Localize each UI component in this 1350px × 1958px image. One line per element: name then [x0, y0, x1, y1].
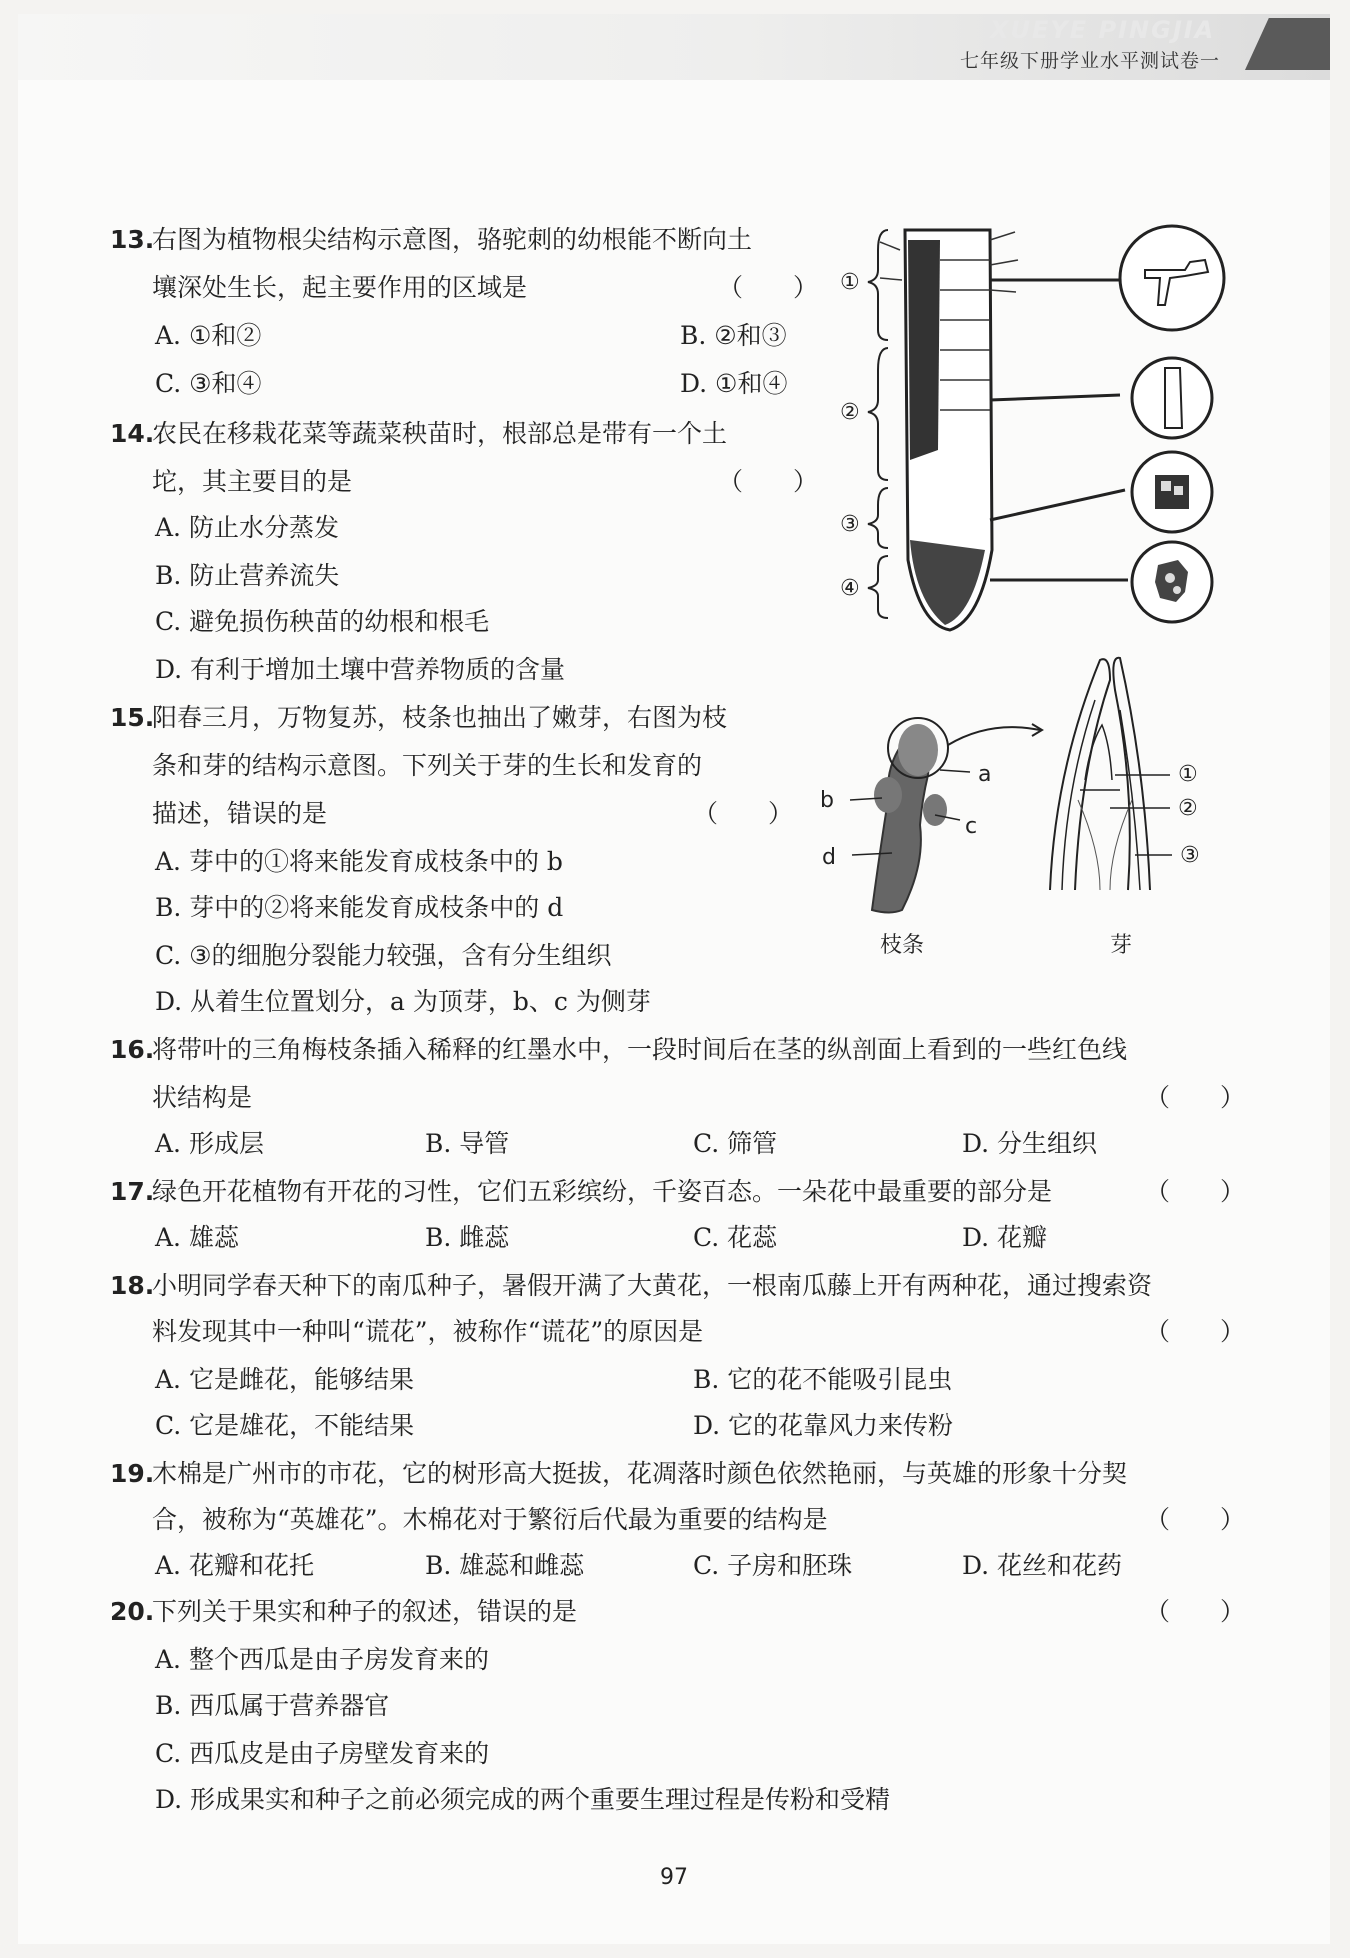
- question-19-option-b[interactable]: B. 雄蕊和雌蕊: [425, 1551, 585, 1580]
- question-19-line2: 合，被称为“英雄花”。木棉花对于繁衍后代最为重要的结构是: [152, 1505, 828, 1534]
- question-18-option-b[interactable]: B. 它的花不能吸引昆虫: [693, 1365, 953, 1394]
- question-17-option-d[interactable]: D. 花瓣: [962, 1223, 1048, 1252]
- question-14-option-c[interactable]: C. 避免损伤秧苗的幼根和根毛: [155, 607, 490, 636]
- question-18-option-d[interactable]: D. 它的花靠风力来传粉: [693, 1411, 954, 1440]
- question-20-line1: 20.下列关于果实和种子的叙述，错误的是: [110, 1597, 578, 1626]
- question-17-answer-paren[interactable]: （ ）: [1145, 1177, 1246, 1206]
- bud-label-1: ①: [1178, 762, 1198, 787]
- question-19-option-a[interactable]: A. 花瓣和花托: [155, 1551, 314, 1580]
- question-18-line2: 料发现其中一种叫“谎花”，被称作“谎花”的原因是: [152, 1317, 704, 1346]
- question-16-line1: 16.将带叶的三角梅枝条插入稀释的红墨水中，一段时间后在茎的纵剖面上看到的一些红色线: [110, 1035, 1128, 1064]
- question-13-option-a[interactable]: A. ①和②: [155, 321, 262, 350]
- question-13-option-d[interactable]: D. ①和④: [680, 369, 788, 398]
- question-15-line3: 描述，错误的是: [152, 799, 328, 828]
- question-20-answer-paren[interactable]: （ ）: [1145, 1597, 1246, 1626]
- question-15-option-b[interactable]: B. 芽中的②将来能发育成枝条中的 d: [155, 893, 564, 922]
- question-15-option-d[interactable]: D. 从着生位置划分，a 为顶芽，b、c 为侧芽: [155, 987, 651, 1016]
- question-14-line1: 14.农民在移栽花菜等蔬菜秧苗时，根部总是带有一个土: [110, 419, 728, 448]
- header-watermark: XUEYE PINGJIA: [990, 16, 1216, 44]
- question-17-option-a[interactable]: A. 雄蕊: [155, 1223, 239, 1252]
- bud-label-3: ③: [1180, 843, 1200, 868]
- question-20-option-d[interactable]: D. 形成果实和种子之前必须完成的两个重要生理过程是传粉和受精: [155, 1785, 891, 1814]
- question-17-option-c[interactable]: C. 花蕊: [693, 1223, 778, 1252]
- root-label-3: ③: [840, 512, 860, 537]
- question-20-option-c[interactable]: C. 西瓜皮是由子房壁发育来的: [155, 1739, 490, 1768]
- branch-bud-diagram: [810, 650, 1240, 970]
- root-tip-figure: [840, 220, 1240, 640]
- root-tip-diagram: [840, 220, 1240, 640]
- question-19-option-d[interactable]: D. 花丝和花药: [962, 1551, 1123, 1580]
- question-16-option-c[interactable]: C. 筛管: [693, 1129, 778, 1158]
- question-17-line1: 17.绿色开花植物有开花的习性，它们五彩缤纷，千姿百态。一朵花中最重要的部分是: [110, 1177, 1053, 1206]
- bud-label-2: ②: [1178, 796, 1198, 821]
- branch-label-d: d: [822, 845, 836, 870]
- question-16-answer-paren[interactable]: （ ）: [1145, 1083, 1246, 1112]
- question-17-option-b[interactable]: B. 雌蕊: [425, 1223, 510, 1252]
- branch-caption: 枝条: [880, 933, 925, 958]
- question-15-line2: 条和芽的结构示意图。下列关于芽的生长和发育的: [152, 751, 703, 780]
- question-13-option-c[interactable]: C. ③和④: [155, 369, 262, 398]
- question-15-line1: 15.阳春三月，万物复苏，枝条也抽出了嫩芽，右图为枝: [110, 703, 728, 732]
- bud-caption: 芽: [1110, 933, 1133, 958]
- branch-label-b: b: [820, 788, 834, 813]
- question-16-option-a[interactable]: A. 形成层: [155, 1129, 264, 1158]
- question-14-option-a[interactable]: A. 防止水分蒸发: [155, 513, 339, 542]
- question-13-line1: 13.右图为植物根尖结构示意图，骆驼刺的幼根能不断向土: [110, 225, 753, 254]
- question-18-line1: 18.小明同学春天种下的南瓜种子，暑假开满了大黄花，一根南瓜藤上开有两种花，通过搜索资: [110, 1271, 1153, 1300]
- question-15-option-c[interactable]: C. ③的细胞分裂能力较强，含有分生组织: [155, 941, 612, 970]
- question-18-option-c[interactable]: C. 它是雄花，不能结果: [155, 1411, 415, 1440]
- question-15-answer-paren[interactable]: （ ）: [693, 799, 794, 828]
- question-14-line2: 坨，其主要目的是: [152, 467, 353, 496]
- question-18-option-a[interactable]: A. 它是雌花，能够结果: [155, 1365, 414, 1394]
- branch-label-a: a: [978, 762, 992, 787]
- question-14-answer-paren[interactable]: （ ）: [718, 467, 819, 496]
- question-19-line1: 19.木棉是广州市的市花，它的树形高大挺拔，花凋落时颜色依然艳丽，与英雄的形象十分契: [110, 1459, 1128, 1488]
- question-14-option-d[interactable]: D. 有利于增加土壤中营养物质的含量: [155, 655, 566, 684]
- question-14-option-b[interactable]: B. 防止营养流失: [155, 561, 340, 590]
- page-number: 97: [660, 1865, 688, 1890]
- question-20-option-b[interactable]: B. 西瓜属于营养器官: [155, 1691, 390, 1720]
- header-title: 七年级下册学业水平测试卷一: [960, 50, 1221, 72]
- root-label-1: ①: [840, 270, 860, 295]
- question-18-answer-paren[interactable]: （ ）: [1145, 1317, 1246, 1346]
- question-13-answer-paren[interactable]: （ ）: [718, 273, 819, 302]
- question-16-option-d[interactable]: D. 分生组织: [962, 1129, 1098, 1158]
- branch-label-c: c: [965, 814, 978, 839]
- question-15-option-a[interactable]: A. 芽中的①将来能发育成枝条中的 b: [155, 847, 563, 876]
- question-20-option-a[interactable]: A. 整个西瓜是由子房发育来的: [155, 1645, 489, 1674]
- root-label-2: ②: [840, 400, 860, 425]
- branch-bud-figure: [810, 650, 1240, 970]
- question-16-option-b[interactable]: B. 导管: [425, 1129, 510, 1158]
- question-16-line2: 状结构是: [152, 1083, 253, 1112]
- question-13-option-b[interactable]: B. ②和③: [680, 321, 787, 350]
- question-19-answer-paren[interactable]: （ ）: [1145, 1505, 1246, 1534]
- root-label-4: ④: [840, 576, 860, 601]
- question-19-option-c[interactable]: C. 子房和胚珠: [693, 1551, 853, 1580]
- question-13-line2: 壤深处生长，起主要作用的区域是: [152, 273, 528, 302]
